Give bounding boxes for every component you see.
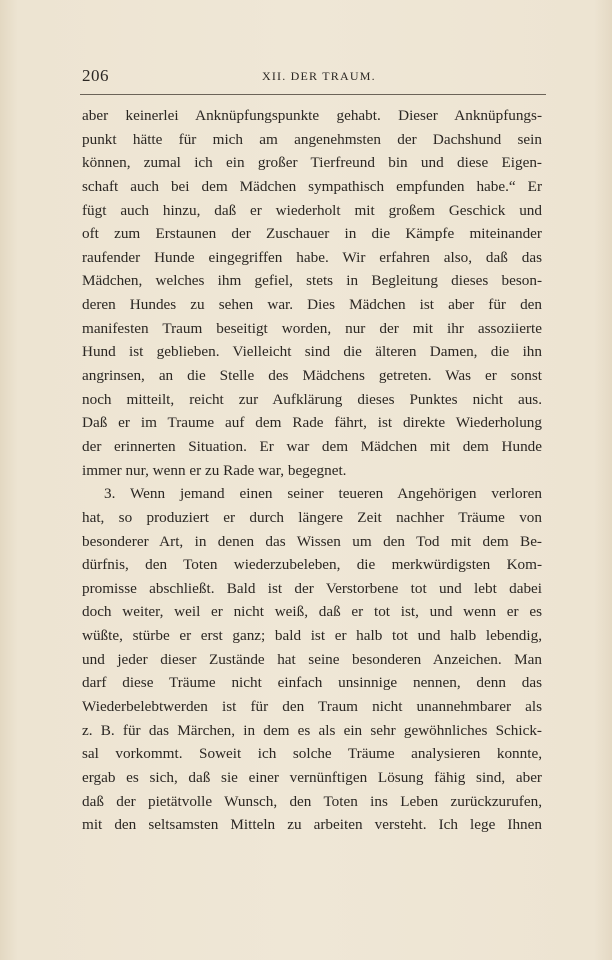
- paragraph-1: [82, 104, 542, 482]
- text-line: noch mitteilt, reicht zur Aufklärung dieses Punktes nicht aus.: [82, 390, 542, 408]
- text-line: sal vorkommt. Soweit ich solche Träume analysieren konnte,: [82, 745, 542, 763]
- text-line: Mädchen, welches ihm gefiel, stets in Begleitung dieses beson-: [82, 272, 542, 290]
- text-line: oft zum Erstaunen der Zuschauer in die Kämpfe miteinander: [82, 225, 542, 243]
- header-rule: [80, 94, 546, 95]
- text-line: wüßte, stürbe er erst ganz; bald ist er halb tot und halb lebendig,: [82, 627, 542, 645]
- body-text: [82, 104, 542, 837]
- text-line: Hund ist geblieben. Vielleicht sind die älteren Damen, die ihn: [82, 343, 542, 361]
- text-line: schaft auch bei dem Mädchen sympathisch empfunden habe.“ Er: [82, 177, 542, 195]
- text-line: mit den seltsamsten Mitteln zu arbeiten versteht. Ich lege Ihnen: [82, 816, 542, 834]
- page-number: 206: [82, 66, 109, 85]
- text-line: manifesten Traum beseitigt worden, nur der mit ihr assoziierte: [82, 319, 542, 337]
- running-head: XII. DER TRAUM.: [262, 69, 376, 83]
- text-line: promisse abschließt. Bald ist der Verstorbene tot und lebt dabei: [82, 579, 542, 597]
- paragraph-2: [82, 482, 542, 837]
- text-line: dürfnis, den Toten wiederzubeleben, die merkwürdigsten Kom-: [82, 556, 542, 574]
- text-line: hat, so produziert er durch längere Zeit nachher Träume von: [82, 508, 542, 526]
- text-line: Wiederbelebtwerden ist für den Traum nicht unannehmbarer als: [82, 698, 542, 716]
- text-line: der erinnerten Situation. Er war dem Mädchen mit dem Hunde: [82, 437, 542, 455]
- text-line: daß der pietätvolle Wunsch, den Toten ins Leben zurückzurufen,: [82, 792, 542, 810]
- text-line: z. B. für das Märchen, in dem es als ein sehr gewöhnliches Schick-: [82, 721, 542, 739]
- text-line: 3. Wenn jemand einen seiner teueren Angehörigen verloren: [104, 485, 542, 503]
- text-line: ergab es sich, daß sie einer vernünftigen Lösung fähig sind, aber: [82, 768, 542, 786]
- text-line: besonderer Art, in denen das Wissen um den Tod mit dem Be-: [82, 532, 542, 550]
- text-line: raufender Hunde eingegriffen habe. Wir erfahren also, daß das: [82, 248, 542, 266]
- text-line: deren Hundes zu sehen war. Dies Mädchen ist aber für den: [82, 296, 542, 314]
- text-line: und jeder dieser Zustände hat seine besonderen Anzeichen. Man: [82, 650, 542, 668]
- text-line: punkt hätte für mich am angenehmsten der Dachshund sein: [82, 130, 542, 148]
- text-line: fügt auch hinzu, daß er wiederholt mit großem Geschick und: [82, 201, 542, 219]
- text-line: darf diese Träume nicht einfach unsinnige nennen, denn das: [82, 674, 542, 692]
- text-line: aber keinerlei Anknüpfungspunkte gehabt. Dieser Anknüpfungs-: [82, 107, 542, 124]
- text-line: angrinsen, an die Stelle des Mädchens getreten. Was er sonst: [82, 367, 542, 385]
- text-line: immer nur, wenn er zu Rade war, begegnet.: [82, 461, 347, 479]
- page-header: [82, 66, 542, 90]
- text-line: können, zumal ich ein großer Tierfreund bin und diese Eigen-: [82, 154, 542, 172]
- text-line: doch weiter, weil er nicht weiß, daß er tot ist, und wenn er es: [82, 603, 542, 621]
- text-line: Daß er im Traume auf dem Rade fährt, ist direkte Wiederholung: [82, 414, 542, 432]
